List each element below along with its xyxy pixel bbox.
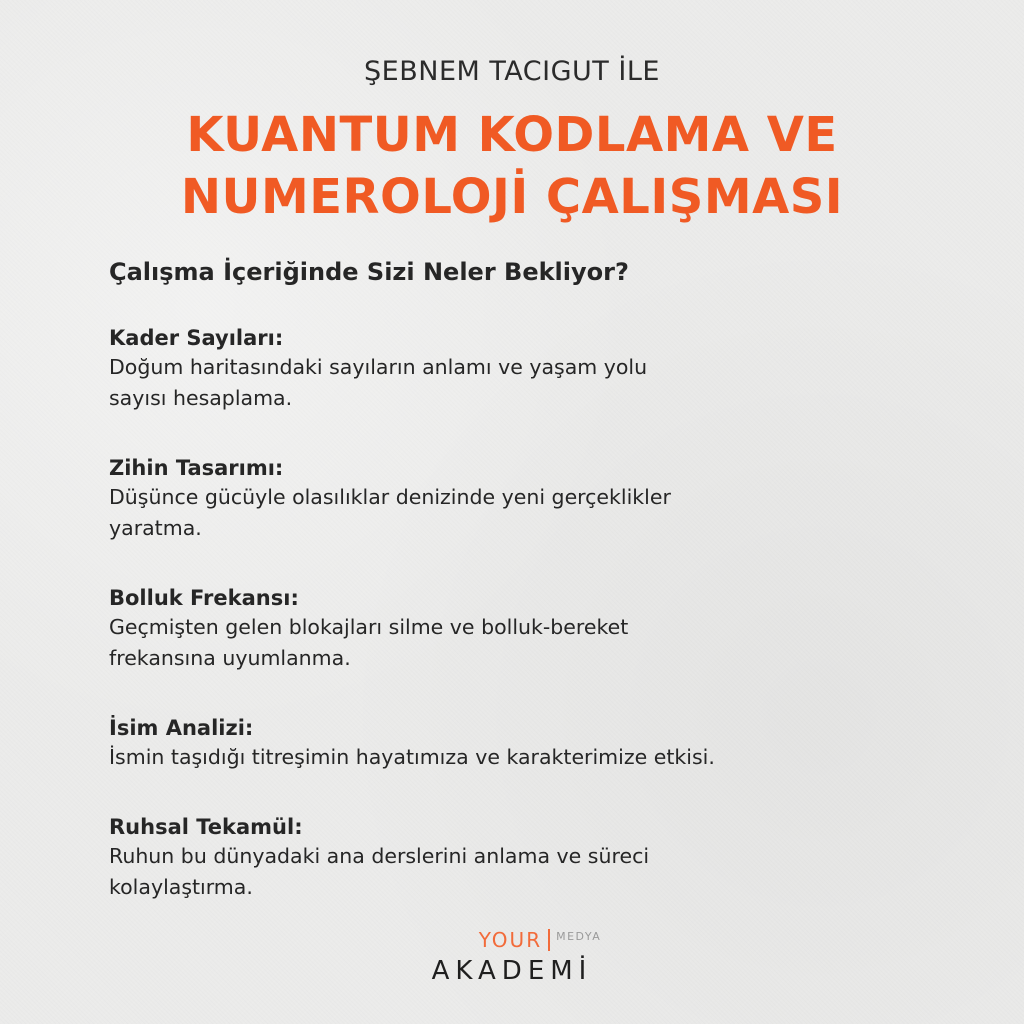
page-title xyxy=(0,104,1024,228)
section-description: Geçmişten gelen blokajları silme ve bolluk-bereket frekansına uyumlanma. xyxy=(109,615,629,670)
section-description: Doğum haritasındaki sayıların anlamı ve yaşam yolu sayısı hesaplama. xyxy=(109,355,648,410)
section-title: İsim Analizi: xyxy=(109,716,254,740)
logo-your-text: YOUR xyxy=(478,928,543,952)
info-section-kader xyxy=(109,324,909,414)
section-title: Ruhsal Tekamül: xyxy=(109,815,303,839)
logo-divider xyxy=(548,929,550,951)
logo-medya-text: MEDYA xyxy=(556,930,602,943)
page-title-line-1: KUANTUM KODLAMA VE xyxy=(186,107,838,163)
section-description: Ruhun bu dünyadaki ana derslerini anlama ve süreci kolaylaştırma. xyxy=(109,844,650,899)
info-section-bolluk xyxy=(109,584,909,674)
section-title: Bolluk Frekansı: xyxy=(109,586,299,610)
brand-logo xyxy=(0,928,1024,986)
page-title-line-2: NUMEROLOJİ ÇALIŞMASI xyxy=(180,169,844,225)
logo-akademi-text: AKADEMİ xyxy=(431,956,593,986)
logo-top-row xyxy=(479,928,602,952)
content-area xyxy=(109,258,909,943)
subtitle: ŞEBNEM TACIGUT İLE xyxy=(364,56,660,87)
info-section-ruhsal xyxy=(109,813,909,903)
section-description: Düşünce gücüyle olasılıklar denizinde yeni gerçeklikler yaratma. xyxy=(109,485,671,540)
section-heading: Çalışma İçeriğinde Sizi Neler Bekliyor? xyxy=(109,258,629,286)
info-section-isim xyxy=(109,714,909,773)
section-title: Kader Sayıları: xyxy=(109,326,284,350)
section-description: İsmin taşıdığı titreşimin hayatımıza ve karakterimize etkisi. xyxy=(109,745,715,769)
info-section-zihin xyxy=(109,454,909,544)
section-title: Zihin Tasarımı: xyxy=(109,456,284,480)
